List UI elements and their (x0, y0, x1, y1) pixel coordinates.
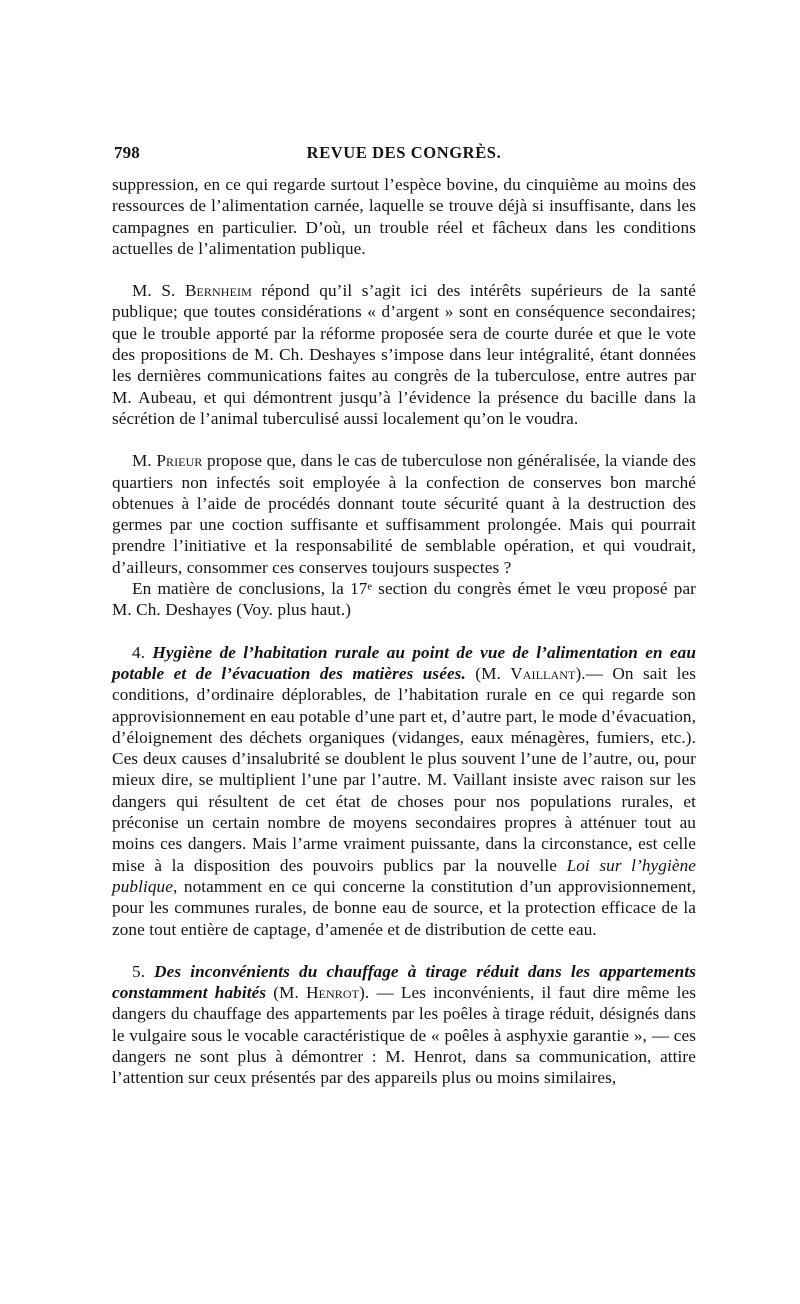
section-5-number: 5. (132, 961, 155, 981)
section-5-text: Les inconvénients, il faut dire même les dangers du chauffage des appartements par les poêles à tirage réduit, désignés dans le vulgaire sous le vocable caractéristique de « poêles à asphyxie garantie », — ces dangers ne sont plus à démontrer : M. Henrot, dans sa communication, attire l’attention sur ceux présentés par des appareils plus ou moins similaires, (112, 983, 696, 1088)
section-4 (112, 642, 696, 940)
section-4-author-open: (M. (465, 663, 511, 683)
paragraph-bernheim-text: répond qu’il s’agit ici des intérêts supérieurs de la santé publique; que toutes considérations « d’argent » sont en conséquence secondaires; que le trouble apporté par la réforme proposée sera de courte durée et que le vote des propositions de M. Ch. Deshayes s’impose dans leur intégralité, étant données les dernières communications faites au congrès de la tuberculose, entre autres par M. Aubeau, et qui démontrent jusqu’à l’évidence la présence du bacille dans la sécrétion de l’animal tuberculisé aussi localement qu’on le voudra. (112, 281, 696, 428)
page-number: 798 (114, 143, 140, 162)
paragraph-conclusions-text: En matière de conclusions, la 17ᵉ section du congrès émet le vœu proposé par M. Ch. Deshayes (Voy. plus haut.) (112, 579, 696, 620)
section-5-author: Henrot (306, 983, 360, 1003)
section-4-law-title: Loi sur l’hygiène publique (112, 855, 696, 896)
section-4-author-close: ).— (575, 663, 613, 683)
section-4-text-2: , notamment en ce qui concerne la constitution d’un approvisionnement, pour les communes rurales, de bonne eau de source, et la protection efficace de la zone tout entière de captage, d’amenée et de distribution de cette eau. (112, 876, 696, 939)
paragraph-1 (112, 174, 696, 259)
section-4-number: 4. (132, 642, 153, 662)
running-title: REVUE DES CONGRÈS. (306, 143, 502, 162)
running-header (112, 140, 696, 164)
section-5-author-close: ). — (359, 983, 401, 1003)
speaker-name-prieur: Prieur (156, 451, 203, 471)
section-4-title: Hygiène de l’habitation rurale au point de vue de l’alimentation en eau potable et de l’évacuation des matières usées. (112, 642, 696, 683)
section-5 (112, 961, 696, 1089)
paragraph-1-text: suppression, en ce qui regarde surtout l’espèce bovine, du cinquième au moins des ressources de l’alimentation carnée, laquelle se trouve déjà si insuffisante, dans les campagnes en particulier. D’où, un trouble réel et fâcheux dans les conditions actuelles de l’alimentation publique. (112, 175, 696, 258)
paragraph-bernheim (112, 280, 696, 429)
section-4-author: Vaillant (510, 663, 576, 683)
paragraph-bernheim-prefix: M. S. (132, 281, 185, 301)
paragraph-prieur-text: propose que, dans le cas de tuberculose non généralisée, la viande des quartiers non infectés soit employée à la confection de conserves bon marché obtenues à l’aide de procédés donnant toute sécurité quant à la destruction des germes par une coction suffisante et suffisamment prolongée. Mais qui pourrait prendre l’initiative et la responsabilité de semblable opération, et qui voudrait, d’ailleurs, consommer ces conserves toujours suspectes ? (112, 451, 696, 577)
section-4-text-1: On sait les conditions, d’ordinaire déplorables, de l’habitation rurale en ce qui regarde son approvisionnement en eau potable d’une part et, d’autre part, le mode d’évacuation, d’éloignement des déchets organiques (vidanges, eaux ménagères, fumiers, etc.). Ces deux causes d’insalubrité se doublent le plus souvent l’une de l’autre, ou, pour mieux dire, se multiplient l’une par l’autre. M. Vaillant insiste avec raison sur les dangers qui résultent de cet état de choses pour nos populations rurales, et préconise un certain nombre de moyens secondaires propres à atténuer tout au moins ces dangers. Mais l’arme vraiment puissante, dans la circonstance, est celle mise à la disposition des pouvoirs publics par la nouvelle (112, 663, 696, 875)
speaker-name-bernheim: Bernheim (184, 281, 252, 301)
section-5-title: Des inconvénients du chauffage à tirage réduit dans les appartements constamment habités (112, 961, 696, 1003)
section-5-author-open: (M. (266, 983, 307, 1003)
document-page (112, 140, 696, 1089)
paragraph-conclusions (112, 578, 696, 621)
paragraph-prieur (112, 450, 696, 578)
paragraph-prieur-prefix: M. (132, 451, 157, 471)
